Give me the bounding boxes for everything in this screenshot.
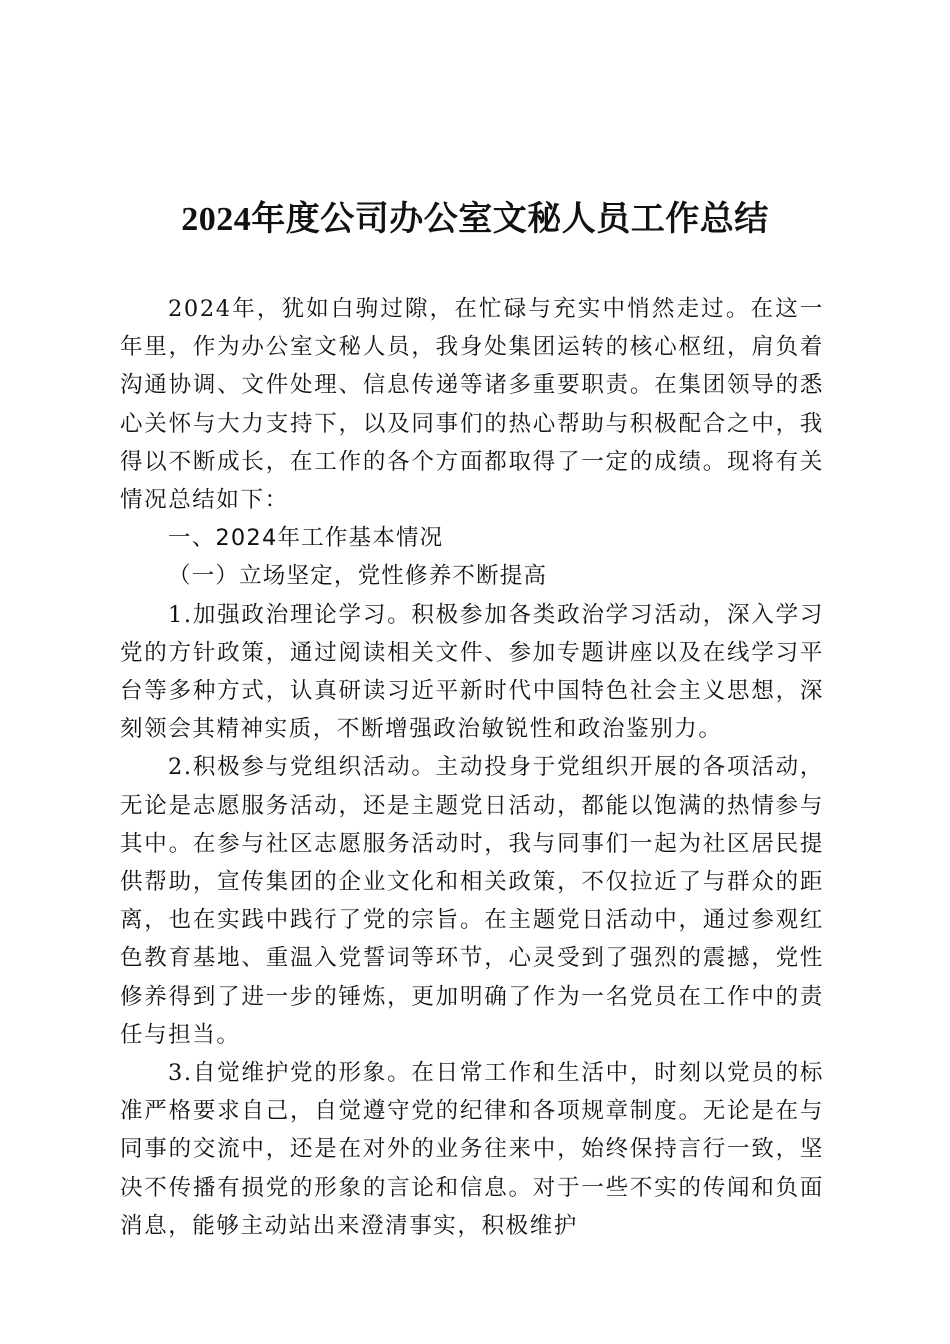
section-heading: 一、2024年工作基本情况 [168, 525, 444, 552]
item-paragraph-2: 2.积极参与党组织活动。主动投身于党组织开展的各项活动，无论是志愿服务活动，还是主题党日活动，都能以饱满的热情参与其中。在参与社区志愿服务活动时，我与同事们一起为社区居民提供帮助，宣传集团的企业文化和相关政策，不仅拉近了与群众的距离，也在实践中践行了党的宗旨。在主题党日活动中，通过参观红色教育基地、重温入党誓词等环节，心灵受到了强烈的震撼，党性修养得到了进一步的锤炼，更加明确了作为一名党员在工作中的责任与担当。 [120, 754, 824, 1048]
intro-paragraph: 2024年，犹如白驹过隙，在忙碌与充实中悄然走过。在这一年里，作为办公室文秘人员，我身处集团运转的核心枢纽，肩负着沟通协调、文件处理、信息传递等诸多重要职责。在集团领导的悉心关怀与大力支持下，以及同事们的热心帮助与积极配合之中，我得以不断成长，在工作的各个方面都取得了一定的成绩。现将有关情况总结如下： [120, 296, 824, 514]
subsection-heading: （一）立场坚定，党性修养不断提高 [168, 563, 548, 590]
document-title: 2024年度公司办公室文秘人员工作总结 [181, 201, 769, 238]
item-paragraph-3: 3.自觉维护党的形象。在日常工作和生活中，时刻以党员的标准严格要求自己，自觉遵守党的纪律和各项规章制度。无论是在与同事的交流中，还是在对外的业务往来中，始终保持言行一致，坚决不传播有损党的形象的言论和信息。对于一些不实的传闻和负面消息，能够主动站出来澄清事实，积极维护 [120, 1060, 824, 1239]
item-paragraph-1: 1.加强政治理论学习。积极参加各类政治学习活动，深入学习党的方针政策，通过阅读相关文件、参加专题讲座以及在线学习平台等多种方式，认真研读习近平新时代中国特色社会主义思想，深刻领会其精神实质，不断增强政治敏锐性和政治鉴别力。 [120, 601, 824, 743]
document-body [120, 290, 824, 1245]
